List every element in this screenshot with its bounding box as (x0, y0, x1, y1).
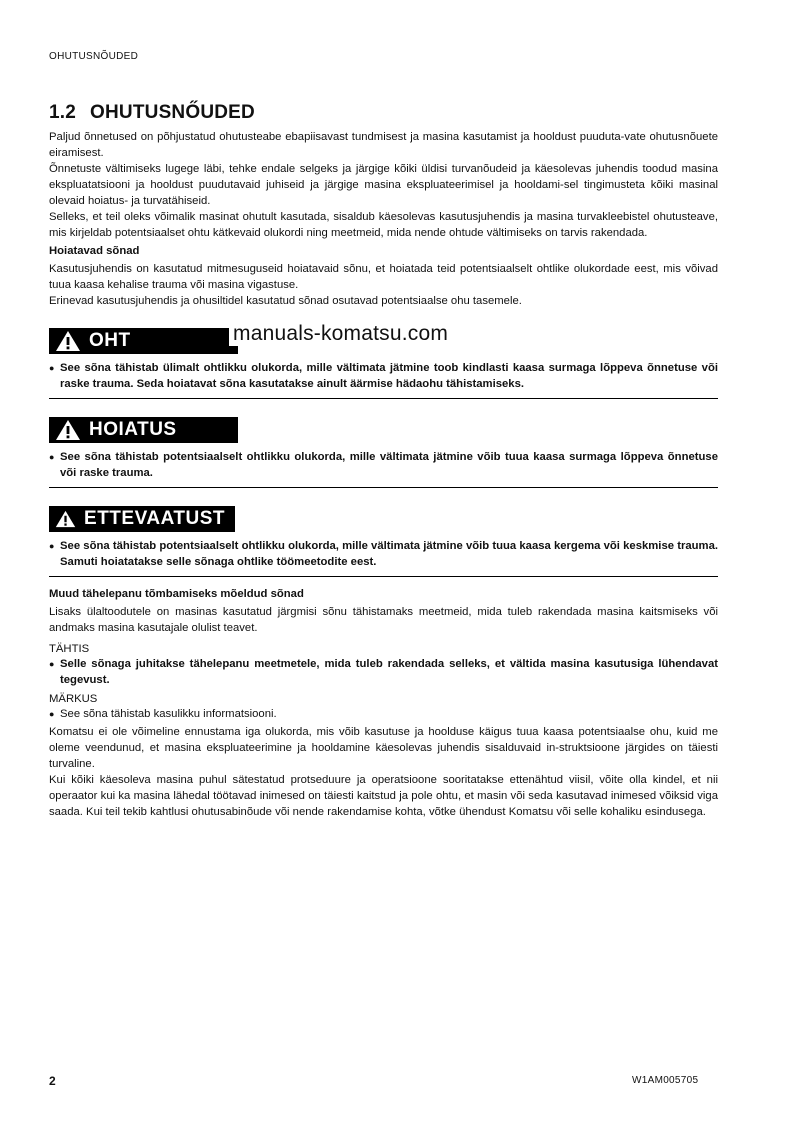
danger-label: OHT (89, 330, 131, 351)
danger-description: See sõna tähistab ülimalt ohtlikku olukorda, mille vältimata jätmine toob kindlasti kaasa surmaga lõppeva õnnetuse või raske trauma. Seda hoiatavat sõna kasutatakse ainult äärmise hädaohu tähistamiseks. (60, 362, 718, 390)
running-header: OHUTUSNÕUDED (49, 51, 139, 62)
danger-text (49, 360, 718, 392)
markus-text (49, 706, 718, 722)
warning-triangle-icon (55, 330, 81, 352)
bullet-icon: ● (49, 363, 55, 373)
document-code: W1AM005705 (632, 1075, 699, 1086)
bullet-icon: ● (49, 659, 55, 669)
danger-label-box (49, 328, 238, 354)
caution-text (49, 538, 718, 570)
watermark: manuals-komatsu.com (229, 322, 452, 346)
section-title-text: OHUTUSNŐUDED (90, 102, 255, 123)
warning-description: See sõna tähistab potentsiaalselt ohtlikku olukorda, mille vältimata jätmine võib tuua kaasa surmaga lõppeva õnnetuse või raske trauma. (60, 451, 718, 479)
intro-paragraph-1: Paljud õnnetused on põhjustatud ohutusteabe ebapiisavast tundmisest ja masina kasutamist ja hooldust puuduta-vate ohutusnõuete eiramisest. (49, 131, 718, 159)
signal-warning (49, 417, 718, 488)
tahtis-label: TÄHTIS (49, 643, 90, 655)
divider (49, 487, 718, 488)
other-words-heading: Muud tähelepanu tõmbamiseks mõeldud sõnad (49, 588, 304, 600)
intro-paragraph-2: Õnnetuste vältimiseks lugege läbi, tehke endale selgeks ja järgige kõiki üldisi turvanõudeid ja käesolevas juhendis toodud masina ekspluatatsiooni ja hooldust puudutavaid juhiseid ja järgige masina ekspluateerimisel ja hooldami-sel tingimusteta kõiki masinal olevaid hoiatus- ja turvatähiseid. (49, 163, 718, 207)
warning-words-heading: Hoiatavad sõnad (49, 245, 140, 257)
other-words-paragraph: Lisaks ülaltoodutele on masinas kasutatud järgmisi sõnu tähistamaks meetmeid, mida tuleb rakendada masina kaitsmiseks või andmaks masina kasutajale olulist teavet. (49, 606, 718, 634)
tahtis-description: Selle sõnaga juhitakse tähelepanu meetmetele, mida tuleb rakendada selleks, et vältida masina kasutusiga lühendavat tegevust. (60, 658, 718, 686)
closing-paragraph-1: Komatsu ei ole võimeline ennustama iga olukorda, mis võib kasutuse ja hoolduse käigus tuua kaasa potentsiaalse ohu, kuid me oleme veendunud, et masina ekspluateerimine ja hooldamine käesolevas juhendis sisalduvaid in-struktsioone järgides on täiesti turvaline. (49, 726, 718, 770)
bullet-icon: ● (49, 452, 55, 462)
bullet-icon: ● (49, 541, 55, 551)
caution-label-box (49, 506, 235, 532)
closing-paragraph-2: Kui kõiki käesoleva masina puhul sätestatud protseduure ja operatsioone sooritatakse ettenähtud viisil, võite olla kindel, et nii operaator kui ka masina lähedal töötavad inimesed on täiesti kaitstud ja pole ohtu, et masin või seda kasutavad inimesed võiksid viga saada. Kui teil tekib kahtlusi ohutusabinõude või nende rakendamise kohta, võtke ühendust Komatsu või selle kohaliku esindusega. (49, 774, 718, 818)
bullet-icon: ● (49, 709, 55, 719)
markus-description: See sõna tähistab kasulikku informatsiooni. (60, 708, 277, 720)
divider (49, 576, 718, 577)
caution-description: See sõna tähistab potentsiaalselt ohtlikku olukorda, mille vältimata jätmine võib tuua kaasa kergema või keskmise trauma. Samuti hoiatatakse selle sõnaga ohtlike töömeetodite eest. (60, 540, 718, 568)
warning-text (49, 449, 718, 481)
tahtis-text (49, 656, 718, 688)
page-number: 2 (49, 1074, 56, 1088)
warning-triangle-icon (55, 419, 81, 441)
markus-label: MÄRKUS (49, 693, 98, 705)
warning-triangle-icon (55, 508, 76, 530)
caution-label: ETTEVAATUST (84, 508, 225, 529)
warning-label: HOIATUS (89, 419, 177, 440)
page-content (49, 129, 718, 820)
warning-label-box (49, 417, 238, 443)
divider (49, 398, 718, 399)
warning-words-paragraph-1: Kasutusjuhendis on kasutatud mitmesuguseid hoiatavaid sõnu, et hoiatada teid potentsiaalselt ohtlike olukordade eest, mis võivad tuua kaasa kehalise trauma või masina vigastuse. (49, 263, 718, 291)
warning-words-paragraph-2: Erinevad kasutusjuhendis ja ohusiltidel kasutatud sõnad osutavad potentsiaalse ohu tasemele. (49, 295, 522, 307)
section-title (49, 102, 255, 124)
intro-paragraph-3: Selleks, et teil oleks võimalik masinat ohutult kasutada, sisaldub käesolevas kasutusjuhendis ja masina turvakleebistel ohutusteave, mis kirjeldab potentsiaalset ohtu kätkevaid olukordi ning meetmeid, mida nende ohtude vältimiseks on tarvis rakendada. (49, 211, 718, 239)
section-number: 1.2 (49, 102, 77, 123)
signal-caution (49, 506, 718, 577)
